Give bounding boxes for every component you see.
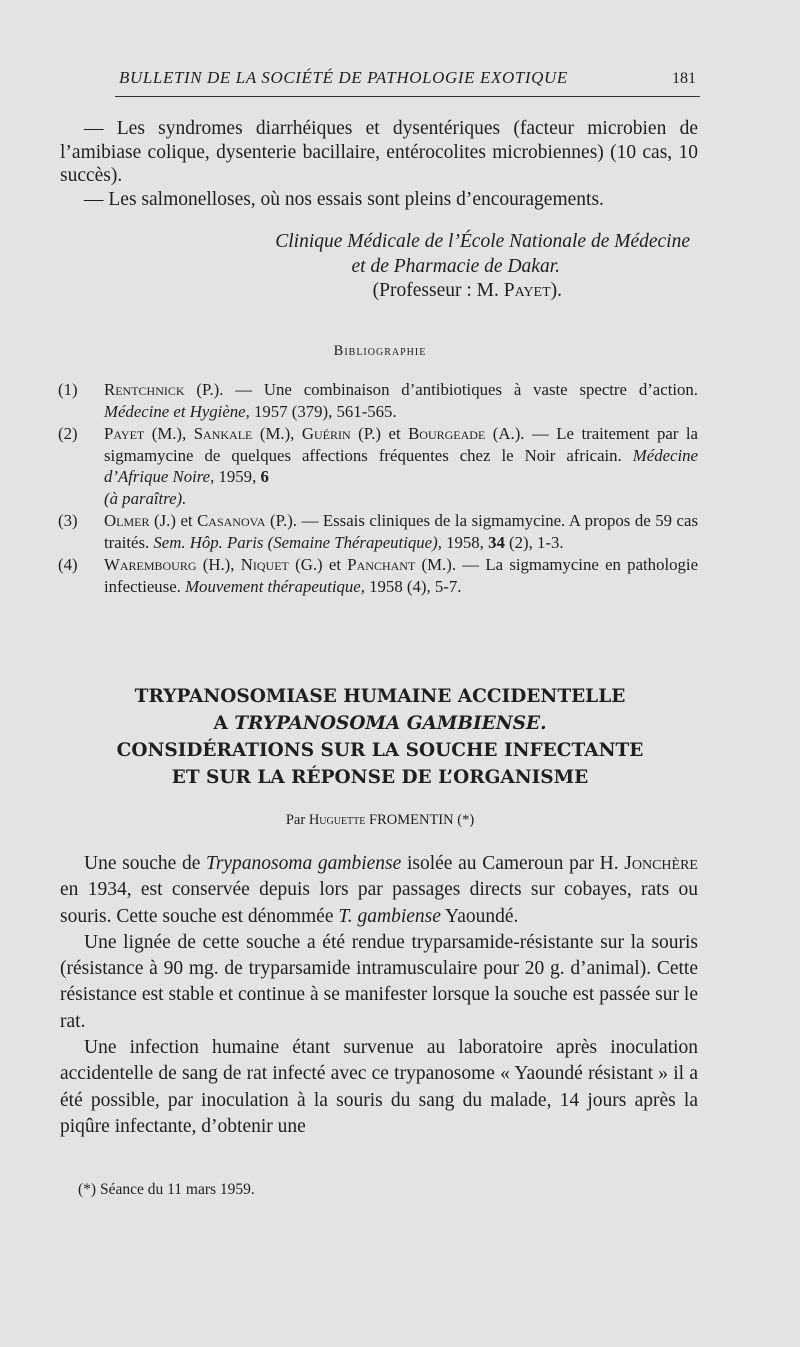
ref-text: 1958 (4), 5-7. — [364, 576, 462, 596]
title-line — [60, 710, 700, 737]
reference-item — [58, 423, 698, 509]
person-name: Jonchère — [624, 853, 698, 874]
footnote-mark: (*) — [457, 812, 475, 828]
ref-journal: Médecine et Hygiène, — [104, 401, 250, 421]
title-line: TRYPANOSOMIASE HUMAINE ACCIDENTELLE — [134, 686, 626, 707]
ref-number: (1) — [58, 380, 78, 399]
professor-name: Payet — [503, 280, 551, 301]
ref-volume: 34 — [488, 532, 505, 552]
text: isolée au Cameroun par H. — [401, 853, 625, 874]
ref-text: (2), 1-3. — [504, 532, 564, 552]
institution — [80, 230, 690, 304]
reference-list — [58, 379, 698, 598]
ref-author: Niquet — [240, 555, 289, 574]
species-name: Trypanosoma gambiense — [206, 853, 402, 874]
text: Yaoundé. — [440, 905, 519, 927]
author-first-name: Huguette — [308, 812, 366, 828]
ref-author: Olmer — [104, 511, 150, 530]
professor-suffix: ). — [550, 280, 562, 301]
ref-author: Payet — [104, 424, 145, 443]
reference-item — [58, 510, 698, 553]
page-number: 181 — [672, 70, 696, 87]
intro-item: — Les syndromes diarrhéiques et dysentériques (facteur microbien de l’amibiase colique, dysenterie bacillaire, entérocolites microbiennes) (10 cas, 10 succès). — [60, 118, 698, 186]
ref-text: 1959, — [214, 467, 261, 486]
ref-text: (M.), — [144, 424, 194, 443]
ref-number: (3) — [58, 511, 78, 530]
title-species: TRYPANOSOMA GAMBIENSE. — [234, 713, 547, 734]
professor-prefix: (Professeur : M. — [372, 280, 504, 301]
bibliography-title: Bibliographie — [333, 343, 427, 359]
text: en 1934, est conservée depuis lors par passages directs sur cobayes, rats ou souris. Cette souche est dénommée — [60, 879, 698, 927]
article-body — [60, 851, 698, 1140]
paragraph: Une lignée de cette souche a été rendue tryparsamide-résistante sur la souris (résistance à 90 mg. de tryparsamide intramusculaire pour 20 g. d’animal). Cette résistance est stable et continue à se manifester lorsque la souche est passée sur le rat. — [60, 931, 698, 1032]
ref-text: 1957 (379), 561-565. — [249, 401, 397, 421]
ref-author: Sankale — [193, 424, 253, 443]
byline — [60, 812, 700, 829]
ref-journal: Médecine d’Afrique Noire, — [104, 445, 698, 486]
footnote: (*) Séance du 11 mars 1959. — [78, 1181, 255, 1198]
ref-volume: 6 — [260, 467, 269, 486]
ref-text: (M.), — [252, 424, 302, 443]
professor-line — [80, 279, 690, 304]
ref-text: (P.). — Essais cliniques de la sigmamycine. A propos de 59 cas traités. — [104, 511, 698, 552]
species-name: T. gambiense — [338, 905, 441, 927]
ref-text: (P.) et — [350, 424, 409, 443]
ref-number: (2) — [58, 424, 78, 443]
running-title: BULLETIN DE LA SOCIÉTÉ DE PATHOLOGIE EXOTIQUE — [119, 68, 568, 87]
text: Une souche de — [84, 853, 207, 874]
title-prefix: A — [213, 713, 235, 734]
ref-text: (à paraître). — [104, 488, 187, 508]
intro-list — [60, 117, 698, 211]
ref-author: Casanova — [197, 511, 266, 530]
reference-item — [58, 379, 698, 422]
institution-line: Clinique Médicale de l’École Nationale de Médecine — [275, 231, 690, 252]
title-line: ET SUR LA RÉPONSE DE L’ORGANISME — [171, 767, 589, 788]
title-line: CONSIDÉRATIONS SUR LA SOUCHE INFECTANTE — [116, 740, 644, 761]
ref-text: (G.) et — [288, 555, 348, 574]
ref-text: 1958, — [441, 532, 489, 552]
ref-author: Guérin — [301, 424, 351, 443]
ref-author: Panchant — [347, 555, 416, 574]
running-header — [115, 66, 700, 97]
ref-text: (M.). — La sigmamycine en pathologie infectieuse. — [104, 555, 699, 596]
ref-author: Bourgeade — [408, 424, 486, 443]
ref-author: Rentchnick — [104, 380, 185, 399]
institution-line: et de Pharmacie de Dakar. — [351, 255, 560, 277]
paragraph: Une infection humaine étant survenue au laboratoire après inoculation accidentelle de sang de rat infecté avec ce trypanosome « Yaoundé résistant » il a été possible, par inoculation à la souris du sang du malade, 14 jours après la piqûre infectante, d’obtenir une — [60, 1037, 698, 1137]
paragraph — [60, 851, 698, 930]
ref-text: (H.), — [196, 555, 241, 574]
byline-prefix: Par — [285, 812, 306, 828]
ref-journal: Sem. Hôp. Paris (Semaine Thérapeutique), — [153, 532, 442, 552]
ref-journal: Mouvement thérapeutique, — [185, 576, 365, 596]
ref-text: (P.). — Une combinaison d’antibiotiques à vaste spectre d’action. — [184, 380, 698, 399]
ref-text: (J.) et — [149, 511, 198, 530]
intro-item: — Les salmonelloses, où nos essais sont pleins d’encouragements. — [84, 188, 604, 210]
reference-item — [58, 554, 698, 597]
ref-author: Warembourg — [104, 555, 197, 574]
author-last-name: FROMENTIN — [369, 812, 454, 828]
article-title — [60, 683, 700, 791]
ref-number: (4) — [58, 555, 78, 574]
ref-text: (A.). — Le traitement par la sigmamycine de quelques affections fréquentes chez le Noir africain. — [104, 424, 698, 465]
